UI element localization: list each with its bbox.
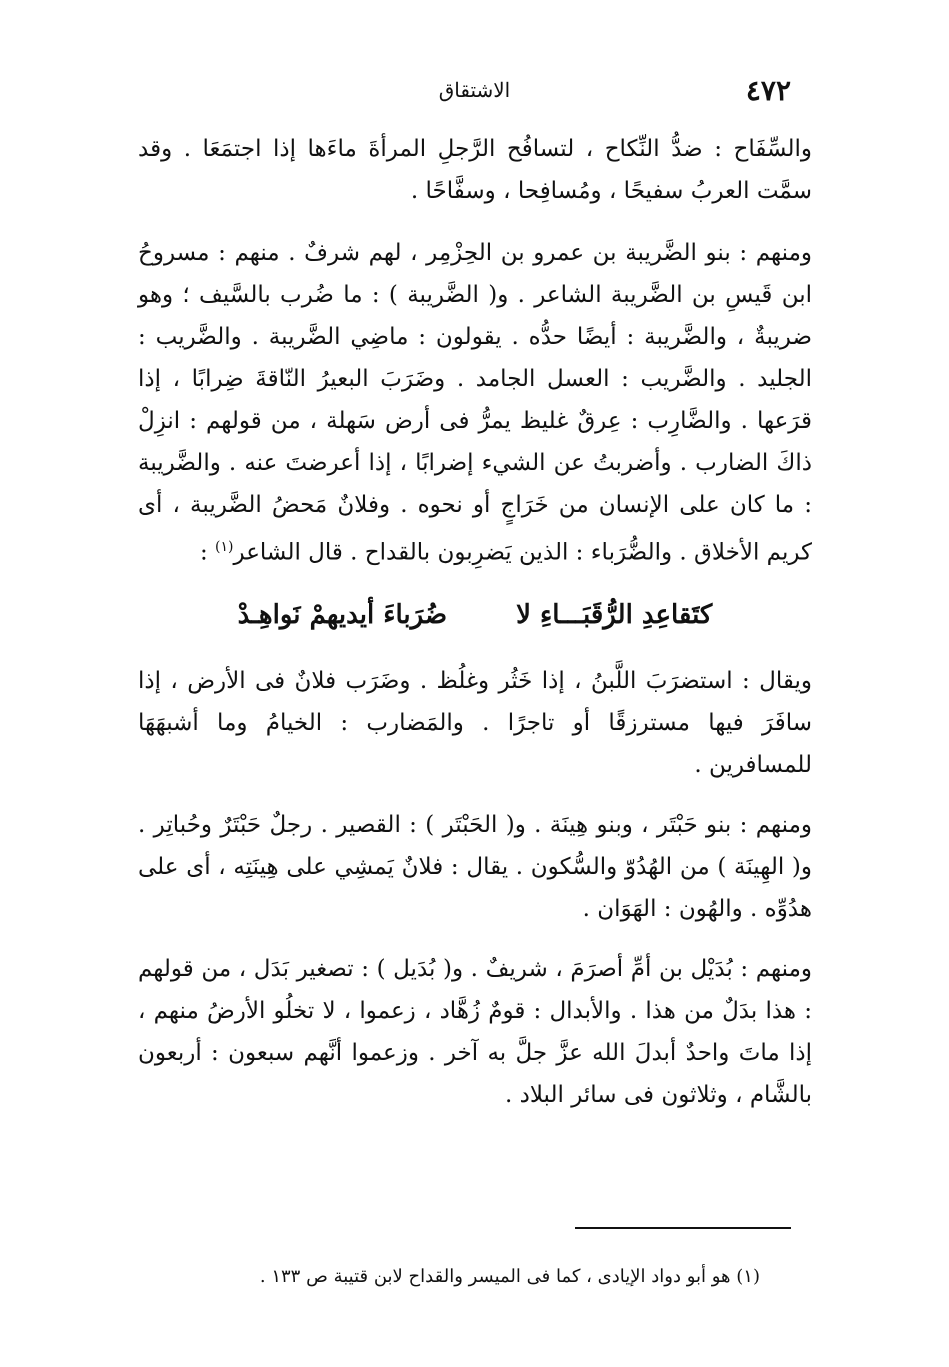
main-text <box>138 128 812 1134</box>
paragraph: ويقال : استضرَبَ اللَّبنُ ، إذا خَثُر وغلُظ . وضَرَب فلانٌ فى الأرض ، إذا سافَرَ فيها مسترزقًا أو تاجرًا . والمَضارب : الخيامُ وما أشبهَهَا للمسافرين . <box>138 667 812 778</box>
paragraph: والسِّفَاح : ضدُّ النِّكاح ، لتسافُح الرَّجلِ المرأةَ ماءَها إذا اجتمَعَا . وقد سمَّت العربُ سفيحًا ، ومُسافِحا ، وسفَّاحًا . <box>138 136 812 204</box>
running-title: الاشتقاق <box>438 78 511 102</box>
page-number: ٤٧٢ <box>745 74 791 107</box>
paragraph-text: ومنهم : بنو الضَّريبة بن عمرو بن الحِزْمِر ، لهم شرفٌ . منهم : مسروحُ ابن قَيسِ بن الضَّريبة الشاعر . و( الضَّريبة ) : ما ضُرب بالسَّيف ؛ وهو ضريبةٌ ، والضَّريبة : أيضًا حدُّه . يقولون : ماضِي الضَّريبة . والضَّريب : الجليد . والضَّريب : العسل الجامد . وضَرَبَ البعيرُ النّاقةَ ضِرابًا ، إذا قرَعها . والضَّارِب : عِرقٌ غليظ يمرُّ فى أرض سَهلة ، من قولهم : انزِلْ ذاكَ الضارب . وأضربتُ عن الشيء إضرابًا ، إذا أعرضتَ عنه . والضَّريبة : ما كان على الإنسان من خَرَاجٍ أو نحوه . وفلانٌ مَحضُ الضَّريبة ، أى كريم الأخلاق . والضُّرَباء : الذين يَضرِبون بالقداح . قال الشاعر <box>138 240 812 566</box>
verse-hemistich-first: كتَقاعِدِ الرُّقَبَـــاءِ لا <box>516 599 713 630</box>
paragraph-with-footnote <box>138 232 812 574</box>
footnote-reference: (١) <box>215 539 234 555</box>
footnote: (١) هو أبو دواد الإيادى ، كما فى الميسر والقداح لابن قتيبة ص ١٣٣ . <box>259 1266 760 1287</box>
colon: : <box>199 539 216 566</box>
paragraph: ومنهم : بنو حَبْتَر ، وبنو هِينَة . و( الحَبْتَر ) : القصير . رجلٌ حَبْتَرٌ وحُباتِر . و( الهِينَة ) من الهُدُوّ والسُّكون . يقال : فلانٌ يَمشِي على هِينَتِه ، أى على هدُوِّه . والهُون : الهَوَان . <box>138 811 812 922</box>
verse-hemistich-second: ضُرَباءَ أيديهمْ نَواهِـدْ <box>237 599 448 630</box>
poetry-verse <box>138 592 812 638</box>
footnote-divider <box>575 1227 791 1229</box>
paragraph: ومنهم : بُدَيْل بن أمِّ أصرَمَ ، شريفٌ . و( بُدَيل ) : تصغير بَدَل ، من قولهم : هذا بدَلٌ من هذا . والأبدال : قومٌ زُهَّاد ، زعموا ، لا تخلُو الأرضُ منهم ، إذا ماتَ واحدٌ أبدلَ الله عزَّ جلَّ به آخر . وزعموا أنَّهم سبعون : أربعون بالشَّام ، وثلاثون فى سائر البلاد . <box>138 955 812 1108</box>
page-header <box>140 74 809 114</box>
